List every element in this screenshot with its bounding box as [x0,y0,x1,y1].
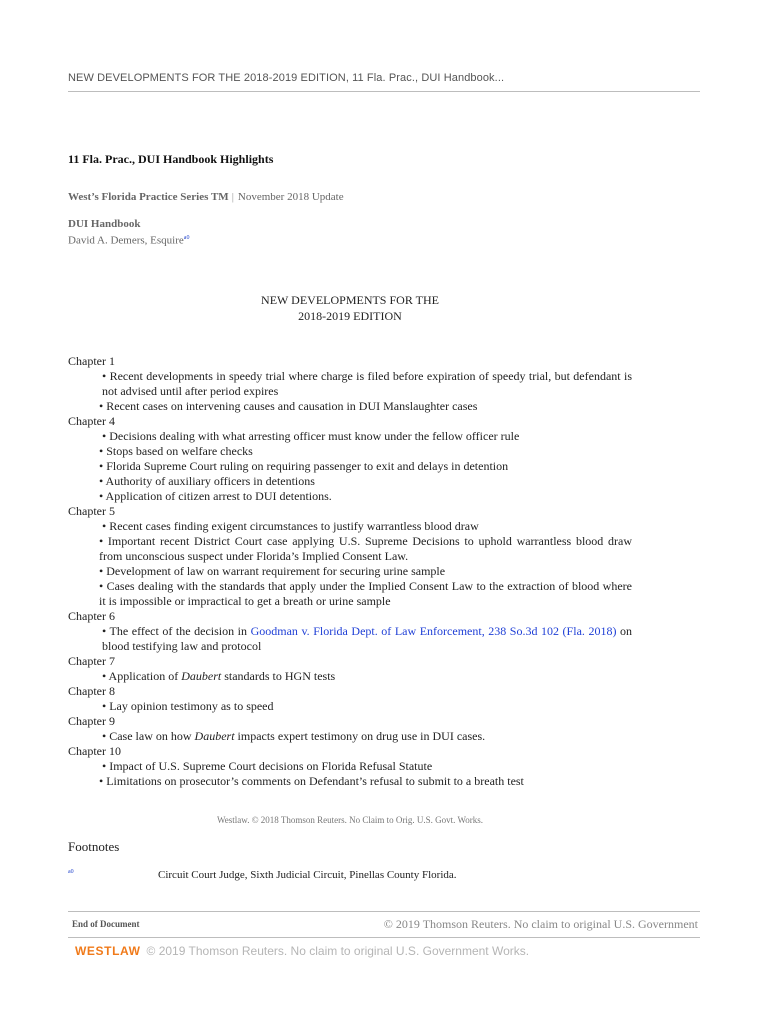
brand-copyright: © 2019 Thomson Reuters. No claim to original U.S. Government Works. [146,944,530,958]
section-heading [68,292,632,324]
list-item: • Authority of auxiliary officers in detentions [99,474,315,488]
author-name: David A. Demers, Esquire [68,234,184,247]
footnotes-heading: Footnotes [68,839,120,854]
update-label: November 2018 Update [237,191,344,203]
chapter-9-items [68,729,632,744]
case-name: Daubert [181,669,222,683]
list-item [99,624,632,654]
document-title: 11 Fla. Prac., DUI Handbook Highlights [68,152,274,166]
item-text: • Application of [102,669,182,683]
item-text: standards to HGN tests [221,669,336,683]
handbook-block [68,217,189,248]
chapter-4-items [68,429,632,504]
case-name: Daubert [194,729,235,743]
chapter-6-label: Chapter 6 [68,609,115,623]
end-of-document-bar [68,911,700,938]
case-citation-link[interactable]: Goodman v. Florida Dept. of Law Enforcement, 238 So.3d 102 (Fla. 2018) [250,624,617,638]
item-text: on blood testifying law and protocol [102,624,633,653]
series-name: West’s Florida Practice Series TM [68,191,229,203]
list-item: • Limitations on prosecutor’s comments on Defendant’s refusal to submit to a breath test [99,774,524,788]
footnote-text: Circuit Court Judge, Sixth Judicial Circuit, Pinellas County Florida. [158,869,457,881]
list-item: • Recent cases finding exigent circumstances to justify warrantless blood draw [102,519,479,533]
chapter-5-label: Chapter 5 [68,504,115,518]
chapter-9-label: Chapter 9 [68,714,115,728]
chapter-8-label: Chapter 8 [68,684,115,698]
series-line [68,191,344,203]
chapter-4-label: Chapter 4 [68,414,115,428]
list-item: • Recent cases on intervening causes and causation in DUI Manslaughter cases [99,399,478,413]
westlaw-copyright-line: Westlaw. © 2018 Thomson Reuters. No Claim to Orig. U.S. Govt. Works. [217,815,483,825]
chapter-8-items [68,699,632,714]
chapter-1-label: Chapter 1 [68,354,115,368]
heading-line-1: NEW DEVELOPMENTS FOR THE [261,293,439,307]
chapter-1-items [68,369,632,414]
list-item: • Stops based on welfare checks [99,444,253,458]
chapter-10-label: Chapter 10 [68,744,121,758]
list-item [99,729,632,744]
chapter-list [68,354,632,789]
chapter-6-items [68,624,632,654]
footnote-ref-link[interactable]: a0 [183,235,190,241]
westlaw-logo: WESTLAW [75,944,141,958]
item-text: • The effect of the decision in [102,624,251,638]
list-item: • Cases dealing with the standards that apply under the Implied Consent Law to the extraction of blood where it is impossible or impractical to get a breath or urine sample [99,579,632,608]
chapter-7-label: Chapter 7 [68,654,115,668]
handbook-title: DUI Handbook [68,218,141,230]
page-header: NEW DEVELOPMENTS FOR THE 2018-2019 EDITION, 11 Fla. Prac., DUI Handbook... [68,72,700,92]
list-item [99,669,632,684]
chapter-10-items [68,759,632,789]
item-text: impacts expert testimony on drug use in DUI cases. [234,729,486,743]
heading-line-2: 2018-2019 EDITION [298,309,402,323]
list-item: • Application of citizen arrest to DUI detentions. [99,489,332,503]
brand-footer [75,942,529,958]
footnote-marker-link[interactable]: a0 [68,869,74,875]
list-item: • Decisions dealing with what arresting officer must know under the fellow officer rule [102,429,520,443]
separator: | [231,191,234,203]
chapter-7-items [68,669,632,684]
list-item: • Florida Supreme Court ruling on requiring passenger to exit and delays in detention [99,459,509,473]
end-of-document-label: End of Document [72,919,140,929]
list-item: • Important recent District Court case applying U.S. Supreme Decisions to uphold warrantless blood draw from unconscious suspect under Florida’s Implied Consent Law. [99,534,632,563]
chapter-5-items [68,519,632,609]
list-item: • Impact of U.S. Supreme Court decisions on Florida Refusal Statute [102,759,433,773]
list-item: • Development of law on warrant requirement for securing urine sample [99,564,446,578]
list-item: • Recent developments in speedy trial where charge is filed before expiration of speedy trial, but defendant is not advised until after period expires [102,369,632,398]
list-item: • Lay opinion testimony as to speed [102,699,274,713]
item-text: • Case law on how [102,729,195,743]
end-copyright: © 2019 Thomson Reuters. No claim to original U.S. Government [383,917,698,931]
